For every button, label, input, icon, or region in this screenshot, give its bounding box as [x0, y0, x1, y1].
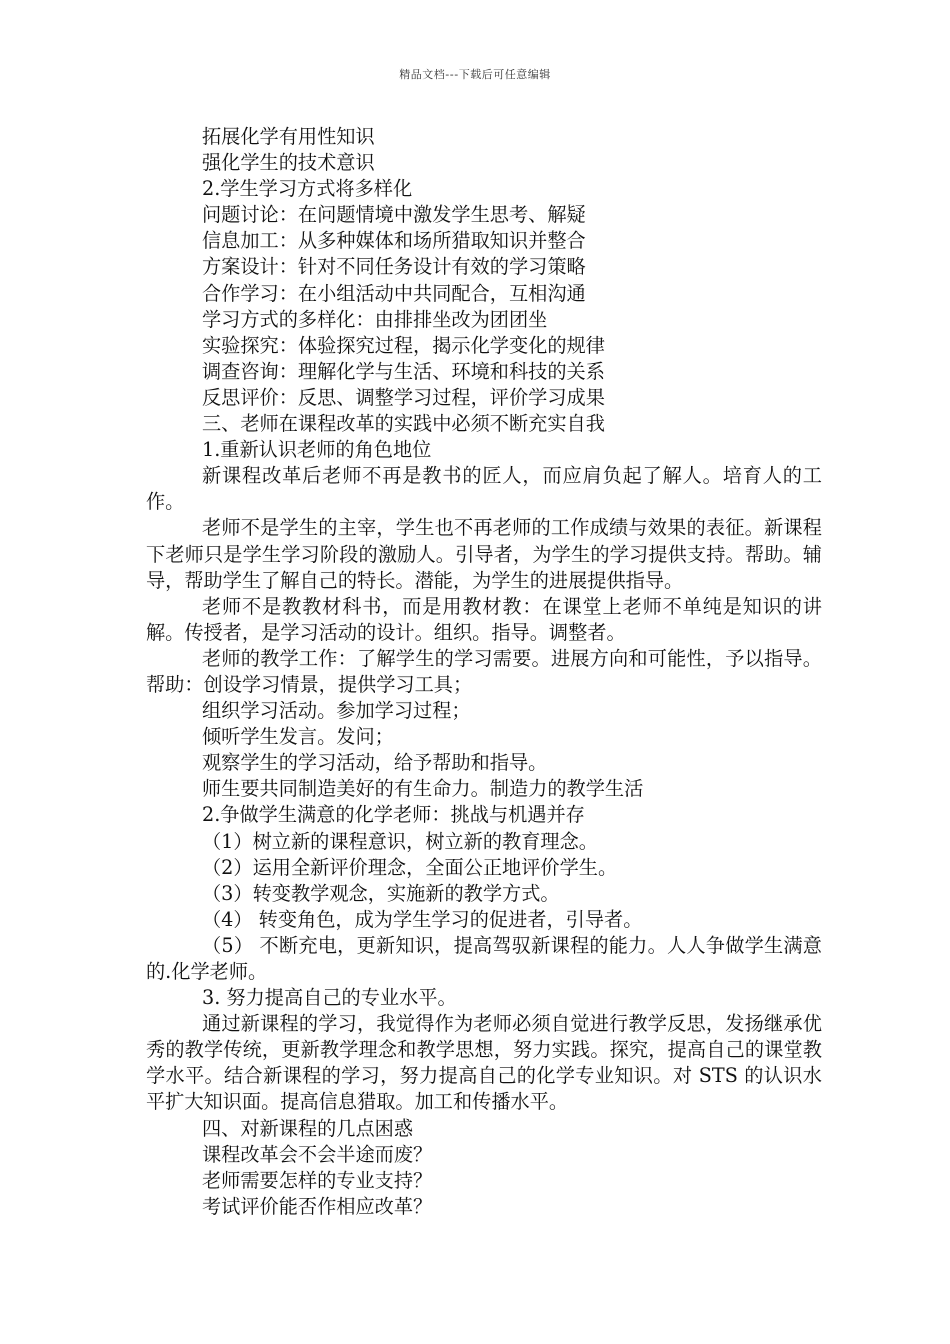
section-heading: 2.争做学生满意的化学老师：挑战与机遇并存: [202, 803, 585, 827]
text-line: 反思评价：反思、调整学习过程，评价学习成果: [202, 385, 605, 409]
text-line: 实验探究：体验探究过程，揭示化学变化的规律: [202, 333, 605, 357]
section-heading: 3. 努力提高自己的专业水平。: [202, 986, 457, 1010]
section-heading: 1.重新认识老师的角色地位: [202, 438, 432, 462]
text-line: 组织学习活动。参加学习过程；: [202, 699, 471, 723]
text-line: 方案设计：针对不同任务设计有效的学习策略: [202, 255, 586, 279]
paragraph: 老师不是学生的主宰，学生也不再老师的工作成绩与效果的表征。新课程下老师只是学生学习阶段的激励人。引导者，为学生的学习提供支持。帮助。辅导，帮助学生了解自己的特长。潜能，为学生的进展提供指导。: [146, 516, 822, 592]
text-line: 师生要共同制造美好的有生命力。制造力的教学生活: [202, 777, 644, 801]
paragraph: 老师的教学工作：了解学生的学习需要。进展方向和可能性，予以指导。帮助：创设学习情景，提供学习工具；: [146, 646, 822, 696]
paragraph: 老师不是教教材科书，而是用教材教：在课堂上老师不单纯是知识的讲解。传授者，是学习活动的设计。组织。指导。调整者。: [146, 594, 822, 644]
text-line: 合作学习：在小组活动中共同配合，互相沟通: [202, 281, 586, 305]
text-line: 学习方式的多样化：由排排坐改为团团坐: [202, 307, 548, 331]
list-item: （1）树立新的课程意识，树立新的教育理念。: [202, 829, 598, 853]
page-header: 精品文档---下载后可任意编辑: [399, 68, 551, 81]
text-line: 课程改革会不会半途而废？: [202, 1142, 433, 1166]
list-item: （3）转变教学观念，实施新的教学方式。: [202, 881, 560, 905]
text-line: 老师需要怎样的专业支持？: [202, 1168, 433, 1192]
paragraph: 新课程改革后老师不再是教书的匠人，而应肩负起了解人。培育人的工作。: [146, 464, 822, 514]
text-line: 观察学生的学习活动，给予帮助和指导。: [202, 751, 548, 775]
section-heading: 三、老师在课程改革的实践中必须不断充实自我: [202, 412, 605, 436]
paragraph: 通过新课程的学习，我觉得作为老师必须自觉进行教学反思，发扬继承优秀的教学传统，更新教学理念和教学思想，努力实践。探究，提高自己的课堂教学水平。结合新课程的学习，努力提高自己的化学专业知识。对 STS 的认识水平扩大知识面。提高信息猎取。加工和传播水平。: [146, 1012, 822, 1114]
list-item-paragraph: （5） 不断充电，更新知识，提高驾驭新课程的能力。人人争做学生满意的.化学老师。: [146, 933, 822, 983]
section-heading: 2.学生学习方式将多样化: [202, 177, 413, 201]
list-item: （4） 转变角色，成为学生学习的促进者，引导者。: [202, 907, 643, 931]
text-line: 强化学生的技术意识: [202, 151, 375, 175]
text-line: 拓展化学有用性知识: [202, 125, 375, 148]
text-line: 信息加工：从多种媒体和场所猎取知识并整合: [202, 229, 586, 253]
document-body: [146, 124, 822, 1220]
section-heading: 四、对新课程的几点困惑: [202, 1116, 414, 1140]
text-line: 调查咨询：理解化学与生活、环境和科技的关系: [202, 359, 605, 383]
list-item: （2）运用全新评价理念，全面公正地评价学生。: [202, 855, 618, 879]
text-line: 倾听学生发言。发问；: [202, 725, 394, 749]
text-line: 考试评价能否作相应改革？: [202, 1194, 433, 1218]
text-line: 问题讨论：在问题情境中激发学生思考、解疑: [202, 203, 586, 227]
